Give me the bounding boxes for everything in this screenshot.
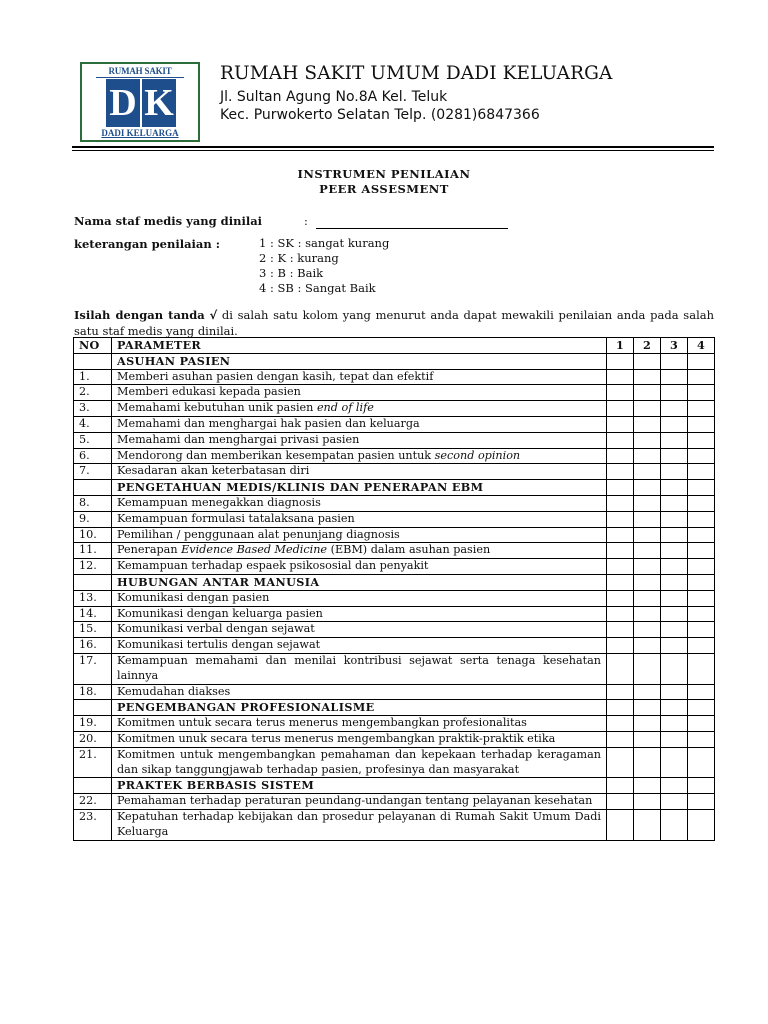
score-cell-2[interactable]: [634, 684, 661, 700]
row-number: 21.: [74, 747, 112, 778]
score-cell-3[interactable]: [661, 527, 688, 543]
parameter-text: [112, 543, 607, 559]
checkmark-icon: √: [209, 308, 218, 322]
parameter-text: [112, 369, 607, 385]
row-number: [74, 353, 112, 369]
parameter-text: [112, 653, 607, 684]
score-cell-2[interactable]: [634, 716, 661, 732]
score-cell-3[interactable]: [661, 638, 688, 654]
parameter-main: Kemampuan menegakkan diagnosis: [117, 495, 321, 509]
score-cell-4[interactable]: [688, 731, 715, 747]
table-row: [74, 716, 715, 732]
score-cell-1[interactable]: [607, 809, 634, 840]
instruction-text: [74, 307, 714, 339]
score-cell-4[interactable]: [688, 432, 715, 448]
score-cell-3[interactable]: [661, 794, 688, 810]
score-cell-4[interactable]: [688, 638, 715, 654]
parameter-text: [112, 527, 607, 543]
score-cell-3[interactable]: [661, 464, 688, 480]
row-number: [74, 480, 112, 496]
table-row: [74, 559, 715, 575]
row-number: 17.: [74, 653, 112, 684]
table-row: [74, 638, 715, 654]
parameter-main: Memberi asuhan pasien dengan kasih, tepat dan efektif: [117, 369, 434, 383]
table-row: [74, 495, 715, 511]
header-parameter: PARAMETER: [112, 338, 607, 354]
score-cell-3[interactable]: [661, 511, 688, 527]
parameter-main: Kemampuan memahami dan menilai kontribusi sejawat serta tenaga kesehatan lainnya: [117, 653, 601, 682]
row-number: 13.: [74, 590, 112, 606]
parameter-main: Komitmen untuk secara terus menerus mengembangkan profesionalitas: [117, 716, 527, 730]
parameter-main: Memahami dan menghargai privasi pasien: [117, 432, 360, 446]
row-number: 9.: [74, 511, 112, 527]
address-line-2: Kec. Purwokerto Selatan Telp. (0281)6847366: [220, 107, 540, 123]
staff-name-colon: :: [304, 214, 308, 228]
row-number: 5.: [74, 432, 112, 448]
score-cell-2[interactable]: [634, 747, 661, 778]
score-cell-3[interactable]: [661, 684, 688, 700]
score-cell-3: [661, 574, 688, 590]
staff-name-label: Nama staf medis yang dinilai: [74, 214, 263, 228]
row-number: 16.: [74, 638, 112, 654]
parameter-text: [112, 590, 607, 606]
parameter-suffix: (EBM) dalam asuhan pasien: [327, 543, 491, 557]
score-cell-3[interactable]: [661, 809, 688, 840]
table-row: [74, 731, 715, 747]
row-number: 7.: [74, 464, 112, 480]
score-cell-2[interactable]: [634, 464, 661, 480]
logo-divider: [96, 77, 184, 78]
score-cell-1[interactable]: [607, 731, 634, 747]
assessment-table: [73, 337, 715, 841]
score-cell-4[interactable]: [688, 527, 715, 543]
row-number: 15.: [74, 622, 112, 638]
score-cell-3[interactable]: [661, 731, 688, 747]
header-score-4: 4: [688, 338, 715, 354]
parameter-main: Komunikasi verbal dengan sejawat: [117, 622, 315, 636]
score-cell-1[interactable]: [607, 606, 634, 622]
score-cell-2[interactable]: [634, 794, 661, 810]
score-cell-3: [661, 778, 688, 794]
parameter-main: Kepatuhan terhadap kebijakan dan prosedur pelayanan di Rumah Sakit Umum Dadi Keluarga: [117, 809, 601, 838]
instruction-prefix: Isilah dengan tanda: [74, 308, 205, 322]
row-number: 23.: [74, 809, 112, 840]
score-cell-4[interactable]: [688, 369, 715, 385]
table-row: [74, 590, 715, 606]
parameter-main: ASUHAN PASIEN: [117, 353, 231, 368]
section-row: [74, 778, 715, 794]
score-cell-1: [607, 480, 634, 496]
score-cell-1[interactable]: [607, 543, 634, 559]
score-cell-3[interactable]: [661, 590, 688, 606]
parameter-main: Komunikasi dengan pasien: [117, 590, 270, 604]
score-cell-4[interactable]: [688, 448, 715, 464]
score-cell-2[interactable]: [634, 416, 661, 432]
score-cell-4[interactable]: [688, 716, 715, 732]
score-cell-4[interactable]: [688, 464, 715, 480]
score-cell-4[interactable]: [688, 747, 715, 778]
parameter-main: Memahami dan menghargai hak pasien dan keluarga: [117, 416, 420, 430]
score-cell-3: [661, 353, 688, 369]
parameter-text: [112, 809, 607, 840]
row-number: 6.: [74, 448, 112, 464]
score-cell-3[interactable]: [661, 543, 688, 559]
score-cell-2[interactable]: [634, 590, 661, 606]
score-cell-3[interactable]: [661, 416, 688, 432]
parameter-text: [112, 495, 607, 511]
parameter-text: [112, 716, 607, 732]
rating-legend-label: keterangan penilaian :: [74, 237, 220, 251]
header-score-1: 1: [607, 338, 634, 354]
scale-item: 1 : SK : sangat kurang: [259, 236, 390, 250]
parameter-main: Memahami kebutuhan unik pasien: [117, 401, 317, 415]
score-cell-4[interactable]: [688, 511, 715, 527]
logo-bottom-text: DADI KELUARGA: [101, 128, 179, 138]
parameter-text: [112, 684, 607, 700]
score-cell-2[interactable]: [634, 432, 661, 448]
scale-item: 2 : K : kurang: [259, 251, 339, 265]
row-number: 12.: [74, 559, 112, 575]
score-cell-3[interactable]: [661, 747, 688, 778]
parameter-main: Pemilihan / penggunaan alat penunjang diagnosis: [117, 527, 400, 541]
parameter-text: [112, 385, 607, 401]
score-cell-4: [688, 778, 715, 794]
parameter-main: Komunikasi tertulis dengan sejawat: [117, 638, 321, 652]
parameter-main: PENGEMBANGAN PROFESIONALISME: [117, 700, 375, 715]
table-row: [74, 369, 715, 385]
parameter-text: [112, 747, 607, 778]
table-row: [74, 401, 715, 417]
score-cell-2: [634, 574, 661, 590]
score-cell-3[interactable]: [661, 448, 688, 464]
parameter-main: Kemampuan terhadap espaek psikososial dan penyakit: [117, 559, 429, 573]
header-rule-thick: [72, 146, 714, 148]
score-cell-1[interactable]: [607, 511, 634, 527]
score-cell-1[interactable]: [607, 653, 634, 684]
score-cell-2[interactable]: [634, 622, 661, 638]
row-number: 20.: [74, 731, 112, 747]
parameter-text: [112, 448, 607, 464]
score-cell-2[interactable]: [634, 527, 661, 543]
section-title: [112, 778, 607, 794]
score-cell-3[interactable]: [661, 369, 688, 385]
instruction-rest: di salah satu kolom yang menurut anda dapat mewakili penilaian anda pada salah satu staf medis yang dinilai.: [74, 308, 715, 338]
score-cell-1[interactable]: [607, 416, 634, 432]
table-row: [74, 794, 715, 810]
doc-title: INSTRUMEN PENILAIAN: [297, 167, 471, 181]
parameter-text: [112, 731, 607, 747]
row-number: [74, 778, 112, 794]
score-cell-2: [634, 480, 661, 496]
score-cell-2[interactable]: [634, 559, 661, 575]
score-cell-3: [661, 700, 688, 716]
table-row: [74, 653, 715, 684]
logo-letter-d: D: [106, 79, 140, 127]
table-row: [74, 385, 715, 401]
table-row: [74, 747, 715, 778]
score-cell-1[interactable]: [607, 385, 634, 401]
score-cell-1[interactable]: [607, 747, 634, 778]
score-cell-2[interactable]: [634, 448, 661, 464]
row-number: 22.: [74, 794, 112, 810]
score-cell-1: [607, 700, 634, 716]
parameter-main: Komunikasi dengan keluarga pasien: [117, 606, 323, 620]
parameter-main: Pemahaman terhadap peraturan peundang-undangan tentang pelayanan kesehatan: [117, 794, 593, 808]
table-row: [74, 622, 715, 638]
score-cell-4[interactable]: [688, 416, 715, 432]
score-cell-1[interactable]: [607, 638, 634, 654]
staff-name-field[interactable]: [316, 228, 508, 229]
score-cell-2[interactable]: [634, 731, 661, 747]
table-row: [74, 543, 715, 559]
table-row: [74, 527, 715, 543]
section-title: [112, 353, 607, 369]
parameter-text: [112, 606, 607, 622]
parameter-main: Mendorong dan memberikan kesempatan pasien untuk: [117, 448, 435, 462]
parameter-main: Kemampuan formulasi tatalaksana pasien: [117, 511, 355, 525]
row-number: 18.: [74, 684, 112, 700]
score-cell-1: [607, 353, 634, 369]
scale-item: 3 : B : Baik: [259, 266, 324, 280]
row-number: 8.: [74, 495, 112, 511]
parameter-main: HUBUNGAN ANTAR MANUSIA: [117, 574, 320, 589]
table-row: [74, 432, 715, 448]
score-cell-2[interactable]: [634, 543, 661, 559]
score-cell-1[interactable]: [607, 369, 634, 385]
table-row: [74, 809, 715, 840]
section-title: [112, 700, 607, 716]
score-cell-4[interactable]: [688, 622, 715, 638]
parameter-text: [112, 464, 607, 480]
section-title: [112, 480, 607, 496]
score-cell-3[interactable]: [661, 559, 688, 575]
score-cell-3[interactable]: [661, 495, 688, 511]
score-cell-3[interactable]: [661, 401, 688, 417]
score-cell-2: [634, 778, 661, 794]
header-score-2: 2: [634, 338, 661, 354]
score-cell-2[interactable]: [634, 653, 661, 684]
section-title: [112, 574, 607, 590]
score-cell-2[interactable]: [634, 638, 661, 654]
score-cell-2[interactable]: [634, 511, 661, 527]
parameter-main: PRAKTEK BERBASIS SISTEM: [117, 778, 315, 793]
parameter-main: Penerapan: [117, 543, 182, 557]
score-cell-3[interactable]: [661, 653, 688, 684]
hospital-logo: [80, 62, 200, 142]
logo-letter-k: K: [142, 79, 176, 127]
score-cell-4: [688, 700, 715, 716]
score-cell-3[interactable]: [661, 606, 688, 622]
score-cell-4[interactable]: [688, 559, 715, 575]
score-cell-1[interactable]: [607, 432, 634, 448]
score-cell-2[interactable]: [634, 495, 661, 511]
table-row: [74, 464, 715, 480]
parameter-text: [112, 511, 607, 527]
score-cell-2[interactable]: [634, 606, 661, 622]
score-cell-2[interactable]: [634, 369, 661, 385]
parameter-text: [112, 622, 607, 638]
address-line-1: Jl. Sultan Agung No.8A Kel. Teluk: [220, 89, 448, 105]
parameter-text: [112, 559, 607, 575]
parameter-main: Kesadaran akan keterbatasan diri: [117, 464, 310, 478]
hospital-name: RUMAH SAKIT UMUM DADI KELUARGA: [220, 63, 613, 84]
score-cell-4[interactable]: [688, 401, 715, 417]
parameter-main: PENGETAHUAN MEDIS/KLINIS DAN PENERAPAN EBM: [117, 480, 484, 495]
table-row: [74, 416, 715, 432]
parameter-italic: end of life: [316, 401, 374, 415]
score-cell-2: [634, 700, 661, 716]
row-number: 14.: [74, 606, 112, 622]
score-cell-4[interactable]: [688, 543, 715, 559]
parameter-italic: Evidence Based Medicine: [181, 543, 328, 557]
score-cell-2: [634, 353, 661, 369]
score-cell-1[interactable]: [607, 684, 634, 700]
score-cell-4[interactable]: [688, 495, 715, 511]
table-row: [74, 448, 715, 464]
table-row: [74, 606, 715, 622]
row-number: 10.: [74, 527, 112, 543]
score-cell-4[interactable]: [688, 794, 715, 810]
parameter-main: Komitmen untuk mengembangkan pemahaman dan kepekaan terhadap keragaman dan sikap tanggungjawab terhadap pasien, profesinya dan masyarakat: [117, 747, 601, 776]
parameter-text: [112, 416, 607, 432]
row-number: 4.: [74, 416, 112, 432]
score-cell-3[interactable]: [661, 385, 688, 401]
row-number: 2.: [74, 385, 112, 401]
row-number: 19.: [74, 716, 112, 732]
row-number: [74, 700, 112, 716]
score-cell-4[interactable]: [688, 385, 715, 401]
score-cell-4[interactable]: [688, 590, 715, 606]
score-cell-1[interactable]: [607, 464, 634, 480]
score-cell-4[interactable]: [688, 653, 715, 684]
score-cell-3: [661, 480, 688, 496]
score-cell-3[interactable]: [661, 716, 688, 732]
score-cell-4[interactable]: [688, 809, 715, 840]
parameter-text: [112, 638, 607, 654]
score-cell-1[interactable]: [607, 559, 634, 575]
score-cell-4[interactable]: [688, 684, 715, 700]
row-number: 1.: [74, 369, 112, 385]
table-row: [74, 684, 715, 700]
score-cell-1[interactable]: [607, 590, 634, 606]
parameter-main: Memberi edukasi kepada pasien: [117, 385, 301, 399]
score-cell-1[interactable]: [607, 622, 634, 638]
score-cell-1[interactable]: [607, 527, 634, 543]
parameter-text: [112, 794, 607, 810]
doc-subtitle: PEER ASSESMENT: [319, 182, 449, 196]
score-cell-4: [688, 353, 715, 369]
score-cell-4: [688, 480, 715, 496]
table-row: [74, 511, 715, 527]
row-number: [74, 574, 112, 590]
score-cell-1[interactable]: [607, 401, 634, 417]
section-row: [74, 353, 715, 369]
parameter-main: Komitmen unuk secara terus menerus mengembangkan praktik-praktik etika: [117, 731, 556, 745]
logo-top-text: RUMAH SAKIT: [108, 66, 172, 76]
score-cell-3[interactable]: [661, 622, 688, 638]
score-cell-2[interactable]: [634, 809, 661, 840]
score-cell-3[interactable]: [661, 432, 688, 448]
parameter-italic: second opinion: [434, 448, 521, 462]
parameter-text: [112, 401, 607, 417]
score-cell-1: [607, 778, 634, 794]
score-cell-1[interactable]: [607, 448, 634, 464]
section-row: [74, 480, 715, 496]
row-number: 11.: [74, 543, 112, 559]
parameter-main: Kemudahan diakses: [117, 684, 231, 698]
header-rule-thin: [72, 150, 714, 151]
section-row: [74, 574, 715, 590]
score-cell-1[interactable]: [607, 716, 634, 732]
score-cell-4[interactable]: [688, 606, 715, 622]
score-cell-1: [607, 574, 634, 590]
row-number: 3.: [74, 401, 112, 417]
score-cell-2[interactable]: [634, 401, 661, 417]
score-cell-1[interactable]: [607, 495, 634, 511]
scale-item: 4 : SB : Sangat Baik: [259, 281, 376, 295]
header-score-3: 3: [661, 338, 688, 354]
section-row: [74, 700, 715, 716]
header-no: NO: [74, 338, 112, 354]
parameter-text: [112, 432, 607, 448]
score-cell-2[interactable]: [634, 385, 661, 401]
score-cell-4: [688, 574, 715, 590]
score-cell-1[interactable]: [607, 794, 634, 810]
